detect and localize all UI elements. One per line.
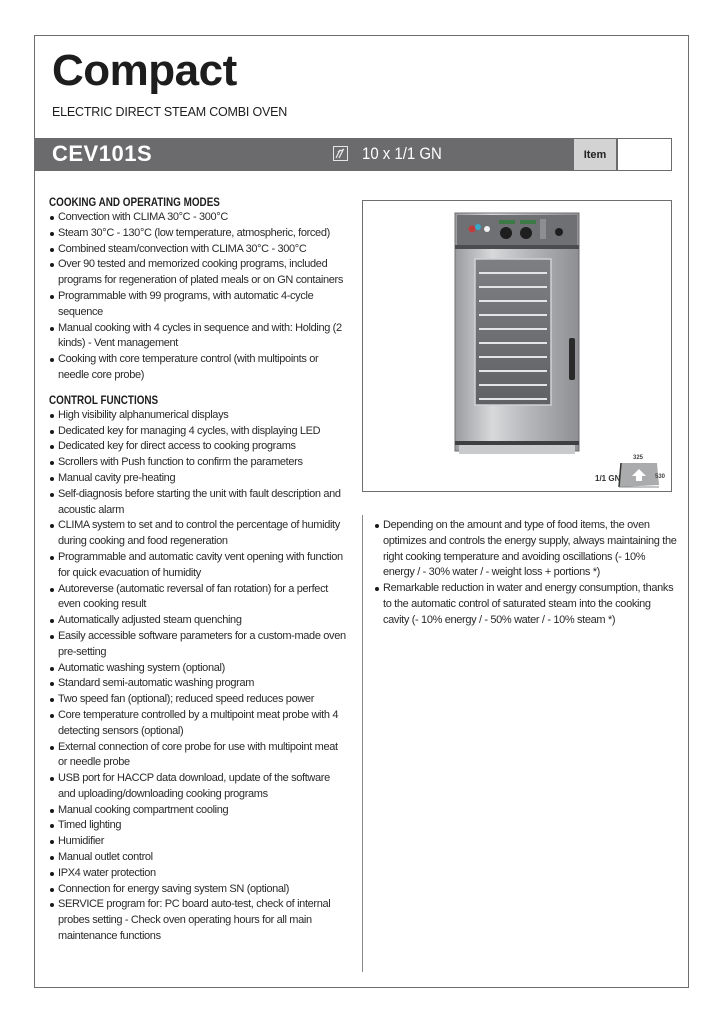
feature-item: IPX4 water protection: [49, 866, 349, 882]
feature-item: Manual cavity pre-heating: [49, 471, 349, 487]
feature-list: [374, 518, 679, 629]
feature-item: Manual cooking compartment cooling: [49, 803, 349, 819]
gn-container-icon: [619, 463, 659, 487]
feature-item: SERVICE program for: PC board auto-test, check of internal probes setting - Check oven operating hours for all main maintenance functions: [49, 897, 349, 944]
feature-item: Automatic washing system (optional): [49, 661, 349, 677]
feature-item: Core temperature controlled by a multipoint meat probe with 4 detecting sensors (optional): [49, 708, 349, 740]
capacity-label: 10 x 1/1 GN: [362, 144, 442, 163]
feature-item: Scrollers with Push function to confirm the parameters: [49, 455, 349, 471]
feature-item: Depending on the amount and type of food items, the oven optimizes and controls the energy supply, always maintaining the right cooking temperature and avoiding oscillations (- 10% energy / - 30% water / - weight loss + portions *): [374, 518, 679, 581]
page-title: Compact: [52, 46, 237, 95]
feature-item: Convection with CLIMA 30°C - 300°C: [49, 210, 349, 226]
feature-item: Easily accessible software parameters for a custom-made oven pre-setting: [49, 629, 349, 661]
feature-item: Dedicated key for managing 4 cycles, with displaying LED: [49, 424, 349, 440]
product-image: [362, 200, 672, 492]
feature-item: Standard semi-automatic washing program: [49, 676, 349, 692]
feature-item: External connection of core probe for use with multipoint meat or needle probe: [49, 740, 349, 772]
feature-item: Steam 30°C - 130°C (low temperature, atmospheric, forced): [49, 226, 349, 242]
item-field[interactable]: [617, 138, 672, 171]
feature-item: Humidifier: [49, 834, 349, 850]
feature-item: Manual cooking with 4 cycles in sequence and with: Holding (2 kinds) - Vent management: [49, 321, 349, 353]
gn-width-label: 325: [633, 455, 644, 461]
section-cooking-modes: [49, 197, 349, 384]
feature-list: [49, 210, 349, 384]
feature-item: Connection for energy saving system SN (optional): [49, 882, 349, 898]
feature-item: Two speed fan (optional); reduced speed reduces power: [49, 692, 349, 708]
model-code: CEV101S: [52, 141, 153, 166]
feature-item: Programmable and automatic cavity vent opening with function for quick evacuation of humidity: [49, 550, 349, 582]
electric-steam-icon: [333, 146, 348, 161]
feature-item: Autoreverse (automatic reversal of fan rotation) for a perfect even cooking result: [49, 582, 349, 614]
feature-item: Manual outlet control: [49, 850, 349, 866]
section-control-functions: [49, 395, 349, 945]
feature-item: Remarkable reduction in water and energy consumption, thanks to the automatic control of saturated steam into the cooking cavity (- 10% energy / - 50% water / - 10% steam *): [374, 581, 679, 628]
item-label: Item: [573, 138, 617, 171]
product-subtitle: ELECTRIC DIRECT STEAM COMBI OVEN: [52, 105, 288, 119]
feature-item: Over 90 tested and memorized cooking programs, included programs for regeneration of plated meals or on GN containers: [49, 257, 349, 289]
features-column: [49, 197, 349, 945]
gn-depth-label: 530: [655, 474, 666, 480]
feature-item: Cooking with core temperature control (with multipoints or needle core probe): [49, 352, 349, 384]
feature-item: Dedicated key for direct access to cooking programs: [49, 439, 349, 455]
section-heading: COOKING AND OPERATING MODES: [49, 197, 220, 209]
feature-item: USB port for HACCP data download, update of the software and uploading/downloading cooking programs: [49, 771, 349, 803]
gn-size-label: 1/1 GN: [595, 474, 621, 483]
column-divider: [362, 515, 363, 972]
feature-item: CLIMA system to set and to control the percentage of humidity during cooking and food regeneration: [49, 518, 349, 550]
combi-oven-illustration: [363, 201, 671, 491]
feature-item: Timed lighting: [49, 818, 349, 834]
section-heading: CONTROL FUNCTIONS: [49, 394, 159, 407]
feature-item: Self-diagnosis before starting the unit with fault description and acoustic alarm: [49, 487, 349, 519]
feature-item: Programmable with 99 programs, with automatic 4-cycle sequence: [49, 289, 349, 321]
feature-item: Combined steam/convection with CLIMA 30°C - 300°C: [49, 242, 349, 258]
feature-item: Automatically adjusted steam quenching: [49, 613, 349, 629]
energy-column: [374, 518, 679, 629]
feature-list: [49, 408, 349, 945]
feature-item: High visibility alphanumerical displays: [49, 408, 349, 424]
